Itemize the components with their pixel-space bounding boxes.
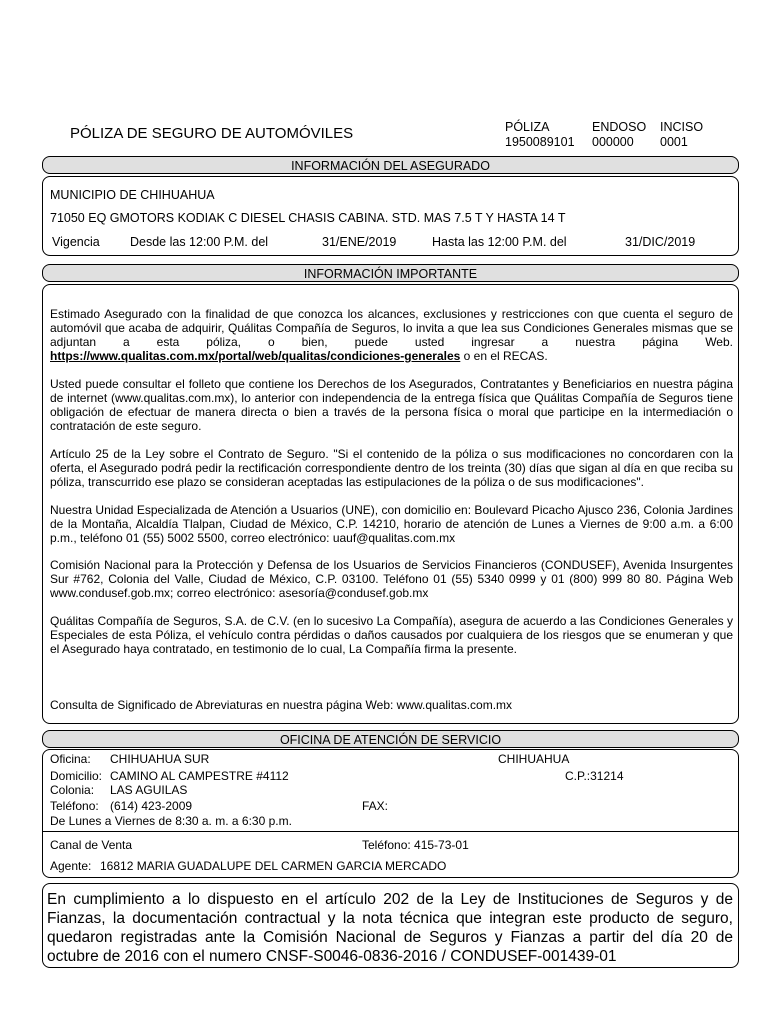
- oficina-value: CHIHUAHUA SUR: [110, 752, 210, 766]
- poliza-label: PÓLIZA: [505, 120, 550, 134]
- office-hours: De Lunes a Viernes de 8:30 a. m. a 6:30 p.m.: [50, 814, 292, 828]
- condiciones-link[interactable]: https://www.qualitas.com.mx/portal/web/qualitas/condiciones-generales: [50, 349, 461, 363]
- telefono-label: Teléfono:: [50, 799, 99, 813]
- inciso-number: 0001: [660, 135, 688, 149]
- p1-text: Estimado Asegurado con la finalidad de que conozca los alcances, exclusiones y restricciones con que cuenta el seguro de automóvil que acaba de adquirir, Quálitas Compañía de Seguros, lo invita a que lea sus Condiciones Generales mismas que se adjuntan a esta póliza, o bien, puede usted ingresar a nuestra página Web.: [50, 307, 733, 349]
- desde-date: 31/ENE/2019: [322, 235, 397, 249]
- telefono-value: (614) 423-2009: [110, 799, 193, 813]
- paragraph-derechos: Usted puede consultar el folleto que contiene los Derechos de los Asegurados, Contratantes y Beneficiarios en nuestra página de internet (www.qualitas.com.mx), lo anterior con independencia de la entrega física que Quálitas Compañía de Seguros tiene obligación de efectuar de manera directa o bien a través de la persona física o moral que participe en la intermediación o contratación de este seguro.: [50, 377, 733, 433]
- hasta-date: 31/DIC/2019: [625, 235, 696, 249]
- domicilio-value: CAMINO AL CAMPESTRE #4112: [110, 769, 289, 783]
- insured-name: MUNICIPIO DE CHIHUAHUA: [50, 188, 215, 202]
- paragraph-articulo-25: Artículo 25 de la Ley sobre el Contrato de Seguro. "Si el contenido de la póliza o sus modificaciones no concordaren con la oferta, el Asegurado podrá pedir la rectificación correspondiente dentro de los treinta (30) días que sigan al día en que reciba su póliza, transcurrido ese plazo se consideran aceptadas las estipulaciones de la póliza o de sus modificaciones".: [50, 447, 733, 489]
- inciso-label: INCISO: [660, 120, 704, 134]
- document-title: PÓLIZA DE SEGURO DE AUTOMÓVILES: [70, 125, 354, 142]
- endoso-number: 000000: [592, 135, 634, 149]
- endoso-label: ENDOSO: [592, 120, 647, 134]
- oficina-section-header: OFICINA DE ATENCIÓN DE SERVICIO: [42, 730, 739, 748]
- asegurado-section-header: INFORMACIÓN DEL ASEGURADO: [42, 156, 739, 174]
- colonia-label: Colonia:: [50, 783, 95, 797]
- importante-section-header: INFORMACIÓN IMPORTANTE: [42, 264, 739, 282]
- poliza-number: 1950089101: [505, 135, 575, 149]
- vigencia-label: Vigencia: [52, 235, 100, 249]
- fax-label: FAX:: [362, 799, 389, 813]
- postal-code: C.P.:31214: [565, 769, 624, 783]
- paragraph-compania: Quálitas Compañía de Seguros, S.A. de C.V. (en lo sucesivo La Compañía), asegura de acuerdo a las Condiciones Generales y Especiales de esta Póliza, el vehículo contra pérdidas o daños causados por cualquiera de los riesgos que se enumeran y que el Asegurado haya contratado, en testimonio de lo cual, La Compañía firma la presente.: [50, 614, 733, 656]
- vehicle-description: 71050 EQ GMOTORS KODIAK C DIESEL CHASIS CABINA. STD. MAS 7.5 T Y HASTA 14 T: [50, 211, 566, 225]
- colonia-value: LAS AGUILAS: [110, 783, 188, 797]
- legal-notice-text: En cumplimiento a lo dispuesto en el artículo 202 de la Ley de Instituciones de Seguros y de Fianzas, la documentación contractual y la nota técnica que integran este producto de seguro, quedaron registradas ante la Comisión Nacional de Seguros y Fianzas a partir del día 20 de octubre de 2016 con el numero CNSF-S0046-0836-2016 / CONDUSEF-001439-01: [47, 891, 733, 965]
- paragraph-condiciones: [50, 307, 733, 363]
- paragraph-une: Nuestra Unidad Especializada de Atención a Usuarios (UNE), con domicilio en: Boulevard Picacho Ajusco 236, Colonia Jardines de la Montaña, Alcaldía Tlalpan, Ciudad de México, C.P. 14210, horario de atención de Lunes a Viernes de 9:00 a.m. a 6:00 p.m., teléfono 01 (55) 5002 5500, correo electrónico: uauf@qualitas.com.mx: [50, 503, 733, 545]
- hasta-label: Hasta las 12:00 P.M. del: [432, 235, 567, 249]
- canal-telefono: Teléfono: 415-73-01: [362, 838, 469, 852]
- desde-label: Desde las 12:00 P.M. del: [130, 235, 269, 249]
- oficina-label: Oficina:: [50, 752, 91, 766]
- oficina-city: CHIHUAHUA: [498, 752, 570, 766]
- paragraph-abreviaturas: Consulta de Significado de Abreviaturas en nuestra página Web: www.qualitas.com.mx: [50, 698, 513, 712]
- domicilio-label: Domicilio:: [50, 769, 103, 783]
- agente-label: Agente:: [50, 859, 92, 873]
- p1-tail: o en el RECAS.: [460, 349, 548, 363]
- agente-value: 16812 MARIA GUADALUPE DEL CARMEN GARCIA MERCADO: [100, 859, 447, 873]
- oficina-divider: [42, 831, 739, 832]
- paragraph-condusef: Comisión Nacional para la Protección y Defensa de los Usuarios de Servicios Financieros (CONDUSEF), Avenida Insurgentes Sur #762, Colonia del Valle, Ciudad de México, C.P. 03100. Teléfono 01 (55) 5340 0999 y 01 (800) 999 80 80. Página Web www.condusef.gob.mx; correo electrónico: asesoría@condusef.gob.mx: [50, 558, 733, 600]
- canal-label: Canal de Venta: [50, 838, 133, 852]
